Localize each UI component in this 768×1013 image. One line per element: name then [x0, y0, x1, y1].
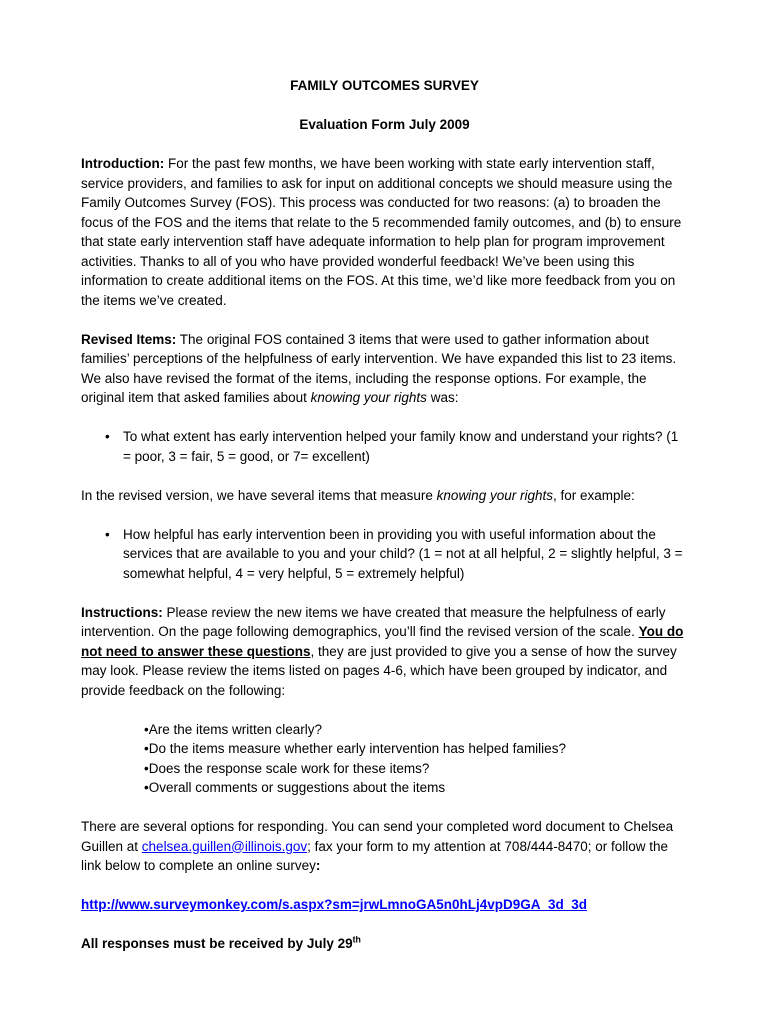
- bullet-icon: •: [105, 429, 110, 444]
- text-segment: Overall comments or suggestions about the items: [148, 780, 446, 795]
- text-segment: Introduction:: [81, 156, 165, 171]
- bullet-icon: •: [144, 721, 149, 737]
- text-segment: There are several options for responding. You can send your completed word document to Chelsea Guillen at: [81, 819, 674, 854]
- text-segment: th: [352, 934, 361, 945]
- bullet-text: [149, 780, 445, 795]
- introduction-paragraph: [81, 154, 688, 310]
- text-segment: In the revised version, we have several items that measure: [81, 487, 437, 503]
- original-item-bullet: [81, 427, 688, 466]
- document-body: [81, 154, 688, 954]
- survey-link-paragraph: [81, 895, 688, 915]
- feedback-bullet-clarity: [81, 720, 688, 740]
- document-title: FAMILY OUTCOMES SURVEY: [290, 78, 479, 93]
- revised-item-bullet: [81, 525, 688, 584]
- bullet-text: [149, 722, 322, 737]
- feedback-bullet-comments: [81, 778, 688, 798]
- bullet-text: [149, 741, 566, 756]
- text-segment: How helpful has early intervention been in providing you with useful information about the services that are available to you and your child? (1 = not at all helpful, 2 = slightly helpful, 3 = somewhat helpful, 4 = very helpful, 5 = extremely helpful): [123, 526, 683, 581]
- text-segment: knowing your rights: [310, 390, 427, 405]
- bullet-text: [123, 427, 688, 466]
- text-segment: was:: [426, 390, 459, 405]
- text-segment: Does the response scale work for these items?: [148, 760, 430, 776]
- bullet-icon: •: [144, 760, 149, 776]
- text-segment: Are the items written clearly?: [148, 721, 323, 737]
- bullet-icon: •: [144, 780, 149, 795]
- text-segment: knowing your rights: [436, 487, 553, 503]
- survey-monkey-link[interactable]: http://www.surveymonkey.com/s.aspx?sm=jrwLmnoGA5n0hLj4vpD9GA_3d_3d: [81, 897, 588, 912]
- text-segment: Do the items measure whether early intervention has helped families?: [148, 741, 566, 756]
- bullet-icon: •: [105, 526, 110, 542]
- document-subtitle: Evaluation Form July 2009: [299, 117, 470, 132]
- feedback-bullet-measure: [81, 739, 688, 759]
- text-segment: All responses must be received by July 29: [81, 936, 353, 951]
- text-segment: To what extent has early intervention helped your family know and understand your rights? (1 = poor, 3 = fair, 5 = good, or 7= excellent): [123, 429, 679, 464]
- feedback-bullet-scale: [81, 759, 688, 779]
- text-segment: , for example:: [552, 487, 635, 503]
- revised-version-paragraph: [81, 486, 688, 506]
- email-link[interactable]: chelsea.guillen@illinois.gov: [141, 838, 308, 854]
- text-segment: You do not need to answer these questions: [81, 624, 684, 659]
- text-segment: The original FOS contained 3 items that were used to gather information about families’ perceptions of the helpfulness of early intervention. We have expanded this list to 23 items. We also have revised the format of the items, including the response options. For example, the original item that asked families about: [81, 331, 677, 405]
- text-segment: For the past few months, we have been working with state early intervention staff, service providers, and families to ask for input on additional concepts we should measure using the Family Outcomes Survey (FOS). This process was conducted for two reasons: (a) to broaden the focus of the FOS and the items that relate to the 5 recommended family outcomes, and (b) to ensure that state early intervention staff have adequate information to help plan for program improvement activities. Thanks to all of you who have provided wonderful feedback! We’ve been using this information to create additional items on the FOS. At this time, we’d like more feedback from you on the items we’ve created.: [81, 156, 682, 308]
- response-options-paragraph: [81, 817, 688, 876]
- text-segment: , they are just provided to give you a sense of how the survey may look. Please review the items listed on pages 4-6, which have been grouped by indicator, and provide feedback on the following:: [81, 643, 677, 698]
- instructions-paragraph: [81, 603, 688, 701]
- bullet-text: [149, 761, 430, 776]
- text-segment: ; fax your form to my attention at 708/444-8470; or follow the link below to complete an online survey: [81, 838, 669, 873]
- bullet-icon: •: [144, 741, 149, 756]
- text-segment: Revised Items:: [81, 331, 177, 347]
- bullet-text: [123, 525, 688, 584]
- revised-items-paragraph: [81, 330, 688, 408]
- text-segment: Please review the new items we have created that measure the helpfulness of early intervention. On the page following demographics, you’ll find the revised version of the scale.: [81, 604, 666, 639]
- text-segment: Instructions:: [81, 604, 163, 620]
- text-segment: :: [315, 858, 321, 873]
- deadline-paragraph: [81, 934, 688, 954]
